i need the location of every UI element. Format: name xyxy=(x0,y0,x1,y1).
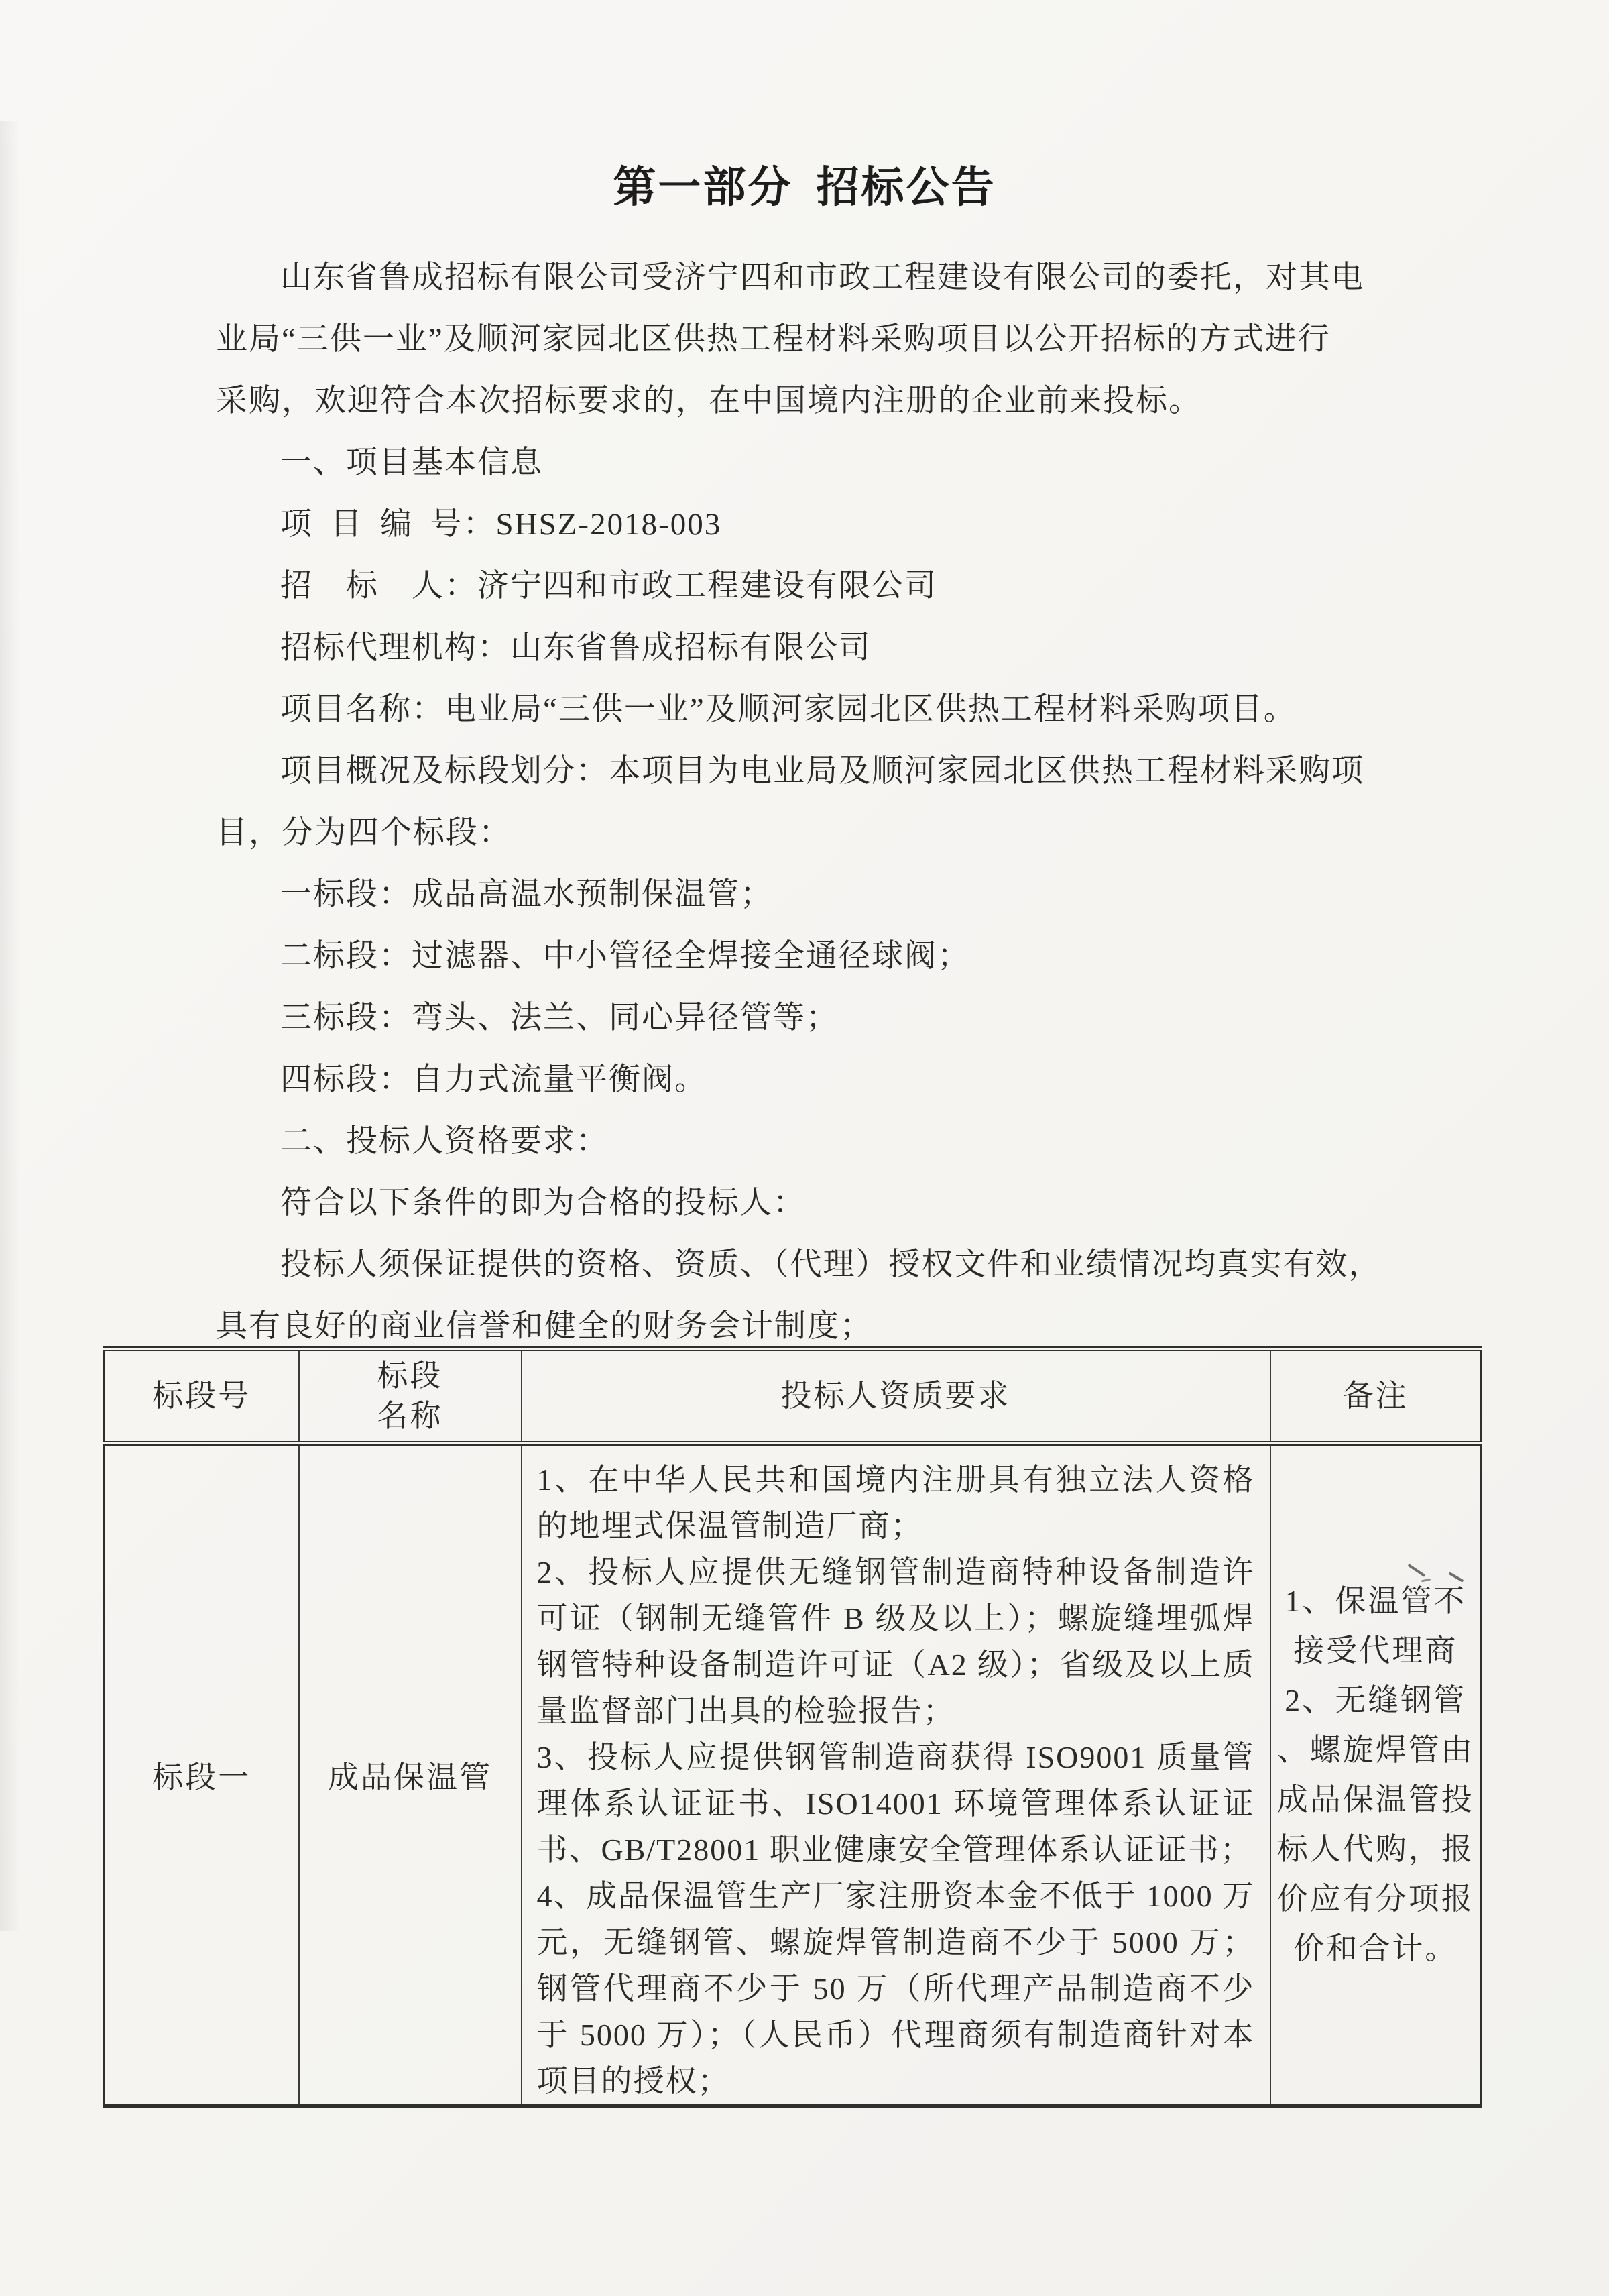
table-header-section-name-text: 标段名称 xyxy=(377,1359,443,1433)
body-line-section-3: 三标段：弯头、法兰、同心异径管等； xyxy=(280,1000,839,1035)
body-line-agency: 招标代理机构：山东省鲁成招标有限公司 xyxy=(280,630,872,665)
body-line: 山东省鲁成招标有限公司受济宁四和市政工程建设有限公司的委托，对其电 xyxy=(280,260,1364,295)
table-header-section-no: 标段号 xyxy=(105,1349,299,1444)
table-row-section-1 xyxy=(105,1444,1482,2106)
body-line: 目，分为四个标段： xyxy=(216,815,512,850)
body-line: 具有良好的商业信誉和健全的财务会计制度； xyxy=(216,1309,873,1344)
body-line-project-name: 项目名称：电业局“三供一业”及顺河家园北区供热工程材料采购项目。 xyxy=(280,692,1297,727)
requirement-item: 3、投标人应提供钢管制造商获得 ISO9001 质量管理体系认证证书、ISO14001 环境管理体系认证证书、GB/T28001 职业健康安全管理体系认证证书； xyxy=(536,1740,1255,1867)
cell-remarks xyxy=(1270,1444,1482,2106)
body-line-section-heading: 一、项目基本信息 xyxy=(280,445,543,480)
body-line-section-2: 二标段：过滤器、中小管径全焊接全通径球阀； xyxy=(280,939,970,974)
table-header-row xyxy=(105,1349,1482,1444)
scan-edge-smudge xyxy=(0,121,20,1931)
remark-item: 1、保温管不接受代理商 xyxy=(1285,1584,1467,1668)
cell-requirements xyxy=(522,1444,1270,2106)
body-line: 符合以下条件的即为合格的投标人： xyxy=(280,1186,806,1220)
body-line-project-number: 项 目 编 号：SHSZ-2018-003 xyxy=(280,507,722,542)
document-body xyxy=(216,247,1416,1357)
requirement-item: 2、投标人应提供无缝钢管制造商特种设备制造许可证（钢制无缝管件 B 级及以上）；螺旋缝埋弧焊钢管特种设备制造许可证（A2 级）；省级及以上质量监督部门出具的检验报告； xyxy=(536,1555,1255,1728)
remark-item: 2、无缝钢管、螺旋焊管由成品保温管投标人代购，报价应有分项报价和合计。 xyxy=(1276,1683,1474,1965)
body-line: 业局“三供一业”及顺河家园北区供热工程材料采购项目以公开招标的方式进行 xyxy=(216,322,1331,357)
body-line-section-heading: 二、投标人资格要求： xyxy=(280,1124,609,1159)
table-header-section-name xyxy=(299,1349,522,1444)
body-line-section-4: 四标段：自力式流量平衡阀。 xyxy=(280,1062,707,1097)
body-line: 采购，欢迎符合本次招标要求的，在中国境内注册的企业前来投标。 xyxy=(216,384,1201,418)
table-header-remarks: 备注 xyxy=(1270,1349,1482,1444)
cell-section-no: 标段一 xyxy=(105,1444,299,2106)
tender-qualification-table xyxy=(103,1346,1482,2108)
requirement-item: 1、在中华人民共和国境内注册具有独立法人资格的地埋式保温管制造厂商； xyxy=(536,1462,1255,1543)
body-line: 项目概况及标段划分：本项目为电业局及顺河家园北区供热工程材料采购项 xyxy=(280,754,1364,789)
requirement-item: 4、成品保温管生产厂家注册资本金不低于 1000 万元，无缝钢管、螺旋焊管制造商不少于 5000 万；钢管代理商不少于 50 万（所代理产品制造商不少于 5000 万）；（人民币）代理商须有制造商针对本项目的授权； xyxy=(536,1879,1255,2098)
document-title: 第一部分 招标公告 xyxy=(613,163,996,211)
body-line: 投标人须保证提供的资格、资质、（代理）授权文件和业绩情况均真实有效， xyxy=(280,1247,1382,1282)
body-line-tenderee: 招 标 人：济宁四和市政工程建设有限公司 xyxy=(280,569,937,604)
cell-section-name: 成品保温管 xyxy=(299,1444,522,2106)
body-line-section-1: 一标段：成品高温水预制保温管； xyxy=(280,877,773,912)
table-header-requirements: 投标人资质要求 xyxy=(522,1349,1270,1444)
